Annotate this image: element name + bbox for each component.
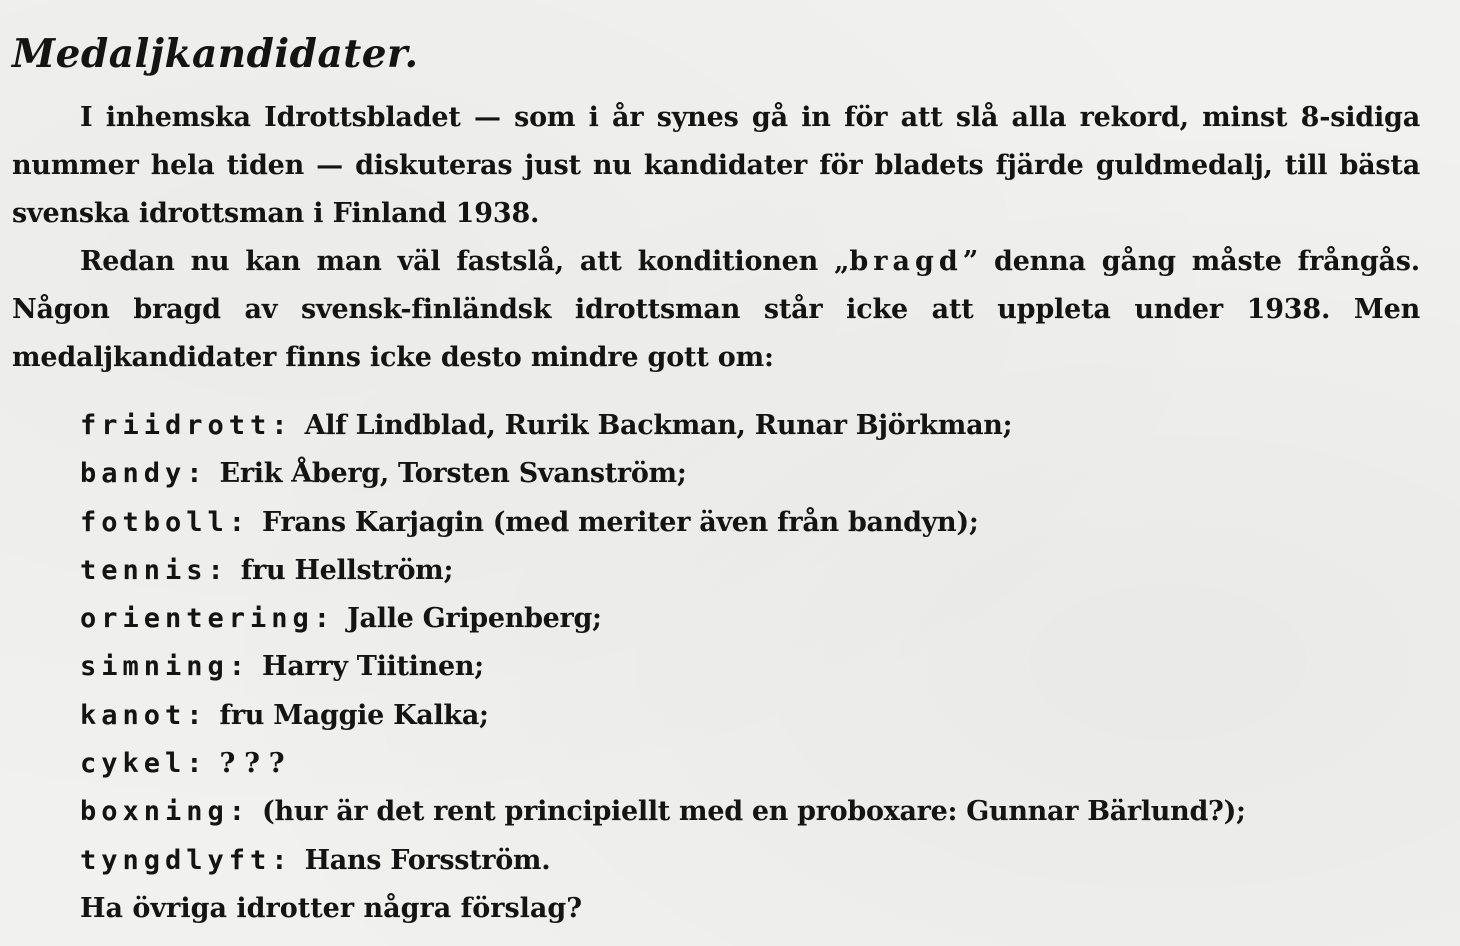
candidate-names: Frans Karjagin (med meriter även från bandyn); bbox=[262, 506, 979, 538]
candidate-names: Erik Åberg, Torsten Svanström; bbox=[219, 458, 687, 490]
sport-label: fotboll: bbox=[80, 506, 251, 538]
candidate-entry-kanot bbox=[80, 692, 1420, 740]
candidate-entry-fotboll bbox=[80, 499, 1420, 547]
candidate-names: Hans Forsström. bbox=[304, 844, 551, 876]
candidate-list bbox=[12, 402, 1420, 885]
candidate-names: Harry Tiitinen; bbox=[262, 651, 484, 683]
candidate-entry-friidrott bbox=[80, 402, 1420, 450]
closing-question: Ha övriga idrotter några förslag? bbox=[80, 892, 583, 924]
sport-label: kanot: bbox=[80, 699, 208, 731]
sport-label: cykel: bbox=[80, 748, 208, 780]
candidate-names: fru Maggie Kalka; bbox=[219, 699, 489, 731]
sport-label: simning: bbox=[80, 651, 251, 683]
paragraph-2-text-start: Redan nu kan man väl fastslå, att konditionen „ bbox=[80, 246, 850, 277]
paragraph-2-text-end: ” denna gång måste frångås. Någon bragd av svensk-finländsk idrottsman står icke att uppleta under 1938. Men medaljkandidater finns icke desto mindre gott om: bbox=[12, 246, 1420, 373]
candidate-names: ? ? ? bbox=[219, 748, 285, 780]
paragraph-2-spaced-word: bragd bbox=[849, 246, 963, 277]
sport-label: boxning: bbox=[80, 796, 251, 828]
candidate-entry-orientering bbox=[80, 595, 1420, 643]
candidate-entry-tyngdlyft bbox=[80, 837, 1420, 885]
sport-label: friidrott: bbox=[80, 410, 293, 441]
candidate-entry-boxning bbox=[80, 788, 1420, 836]
candidate-entry-tennis bbox=[80, 547, 1420, 595]
candidate-entry-cykel bbox=[80, 740, 1420, 788]
candidate-names: Jalle Gripenberg; bbox=[347, 603, 602, 635]
sport-label: tyngdlyft: bbox=[80, 844, 293, 876]
candidate-entry-simning bbox=[80, 643, 1420, 691]
sport-label: orientering: bbox=[80, 603, 336, 635]
candidate-entry-bandy bbox=[80, 450, 1420, 498]
article-title: Medaljkandidater. bbox=[12, 31, 419, 77]
candidate-names: (hur är det rent principiellt med en proboxare: Gunnar Bärlund?); bbox=[262, 796, 1246, 828]
sport-label: bandy: bbox=[80, 458, 208, 490]
article-paragraph-1: I inhemska Idrottsbladet — som i år synes gå in för att slå alla rekord, minst 8-sidiga nummer hela tiden — diskuteras just nu kandidater för bladets fjärde guldmedalj, till bästa svenska idrottsman i Finland 1938. bbox=[12, 102, 1420, 229]
candidate-names: fru Hellström; bbox=[240, 554, 454, 586]
article-paragraph-2 bbox=[12, 238, 1420, 382]
candidate-names: Alf Lindblad, Rurik Backman, Runar Björkman; bbox=[304, 410, 1013, 441]
sport-label: tennis: bbox=[80, 554, 229, 586]
